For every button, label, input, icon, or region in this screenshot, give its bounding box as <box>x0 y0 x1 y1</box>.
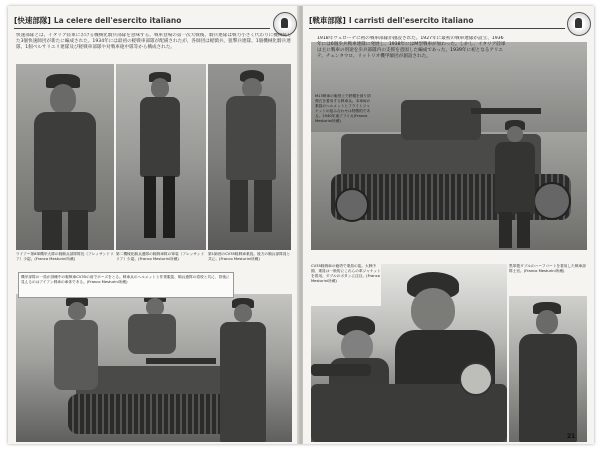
right-intro-text: 1918年ヴェローナに初の戦車部隊が創設された。1927年に最初の戦車連隊が設立、1936年には6個歩兵戦車連隊に発展し、1938年にはM型戦車が加わった。しかし、イタリア陸軍は主に戦車の用途を歩兵部隊内の支援を意図した編成であった。1939年に初となるアリエテ、チェンタウロ、リットリオ機甲師団が創設された。 <box>317 36 506 59</box>
left-page-header <box>14 14 270 29</box>
caption-officer-leather-coat: 黒革製ダブルのハーフコートを着用した戦車部隊士官。(Franco Mesturini所蔵) <box>509 264 587 294</box>
caption-crew-with-light-tank: 機甲部隊の一員が訓練中の軽戦車CV35の前でポーズをとる。戦車兵のヘルメットと作業服姿、騎兵連隊の将校と共に、背後に見えるのはアイアン戦車の車体である。(Franco Mesturini所蔵) <box>18 272 234 298</box>
caption-tank-crewman: 第1師団のCV35軽戦車乗員。後方の騎兵部隊員と共に。(Franco Mesturini所蔵) <box>208 252 291 274</box>
photo-officer-portrait <box>16 64 114 250</box>
left-section-label: [快速部隊] <box>14 16 51 25</box>
right-section-title: I carristi dell'esercito italiano <box>348 16 474 25</box>
left-page <box>8 6 299 444</box>
caption-tank-crew-closeup: CV35軽戦車の砲塔で乗員の姿。大戦中期、乗員は一般的にこれらの革ジャケットを着用。ダブルのボタンに注目。(Franco Mesturini所蔵) <box>311 264 381 306</box>
left-section-title: La celere dell'esercito italiano <box>53 16 182 25</box>
left-intro-text: 快速部隊とは、イタリア陸軍における機械化騎兵部隊を意味する。戦車登場の第一次大戦後、騎兵連隊は戦力小さく代わりに機械化した3個快速師団が新たに編成された。1934年には最初の軽戦車部隊が配備されたが、各師団は軽騎兵、狙撃兵連隊、1個機械化騎兵連隊、1個ベルサリエリ連隊及び軽戦車部隊や対戦車砲中隊等から構成された。 <box>16 33 292 50</box>
caption-medium-tank: M13戦車の砲塔上で鉄帽を被り防弾衣を着用する戦車兵。本車両の乗員のヘルメットとフライトジャケットの組み合わせは特徴的である。1940年東アフリカ(Franco Mesturini所蔵) <box>315 94 371 123</box>
flame-emblem-icon <box>567 12 591 36</box>
magazine-spread <box>8 6 594 444</box>
right-page <box>303 6 594 444</box>
caption-standing-soldier: 第二機械化騎兵連隊の軽戦車隊の軍装（アレッサンドリア）少尉。(Franco Mesturini所蔵) <box>116 252 206 274</box>
right-page-header <box>309 14 565 29</box>
caption-officer: ワイアー第8軍機甲大隊の軽騎兵部隊隊長（アレッサンドリア）少尉。(Franco Mesturini所蔵) <box>16 252 114 274</box>
photo-tank-crewman <box>208 64 291 250</box>
page-number: 21 <box>567 433 576 440</box>
photo-standing-soldier <box>116 64 206 250</box>
photo-officer-leather-coat <box>509 296 587 442</box>
right-section-label: [戦車部隊] <box>309 16 346 25</box>
photo-crew-with-light-tank <box>16 294 292 442</box>
